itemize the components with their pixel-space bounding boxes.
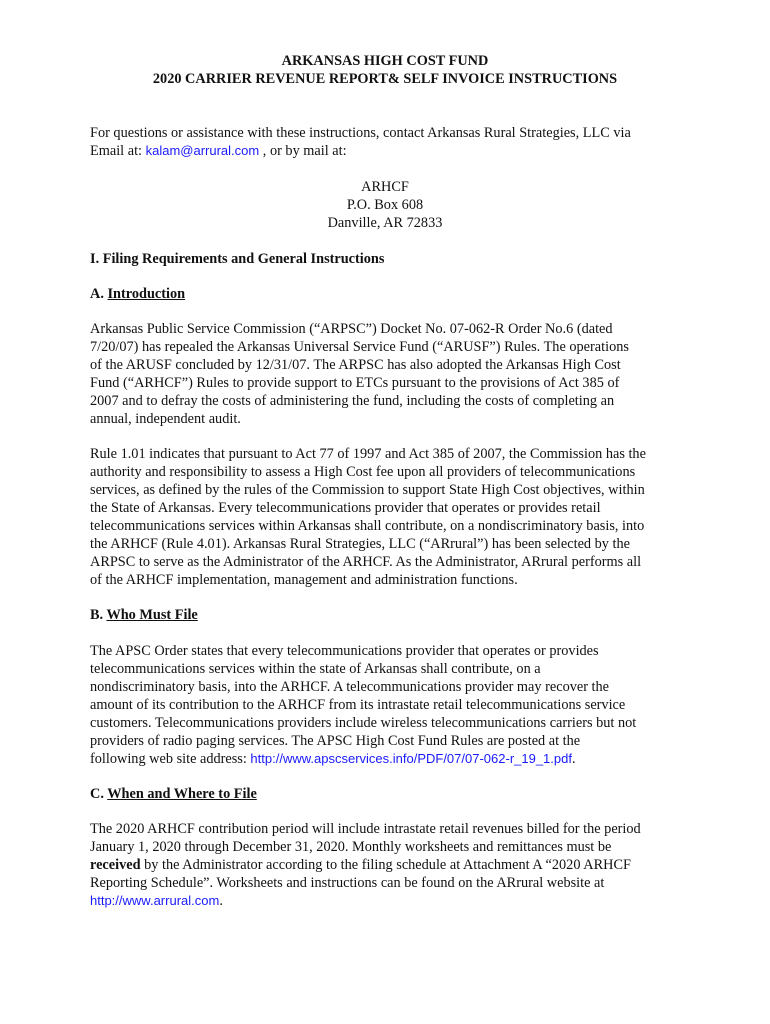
paragraph-line: annual, independent audit. <box>90 411 241 427</box>
paragraph-line: January 1, 2020 through December 31, 2020. Monthly worksheets and remittances must be <box>90 839 612 855</box>
rules-url-prefix: following web site address: <box>90 751 251 767</box>
link-suffix: . <box>219 893 223 909</box>
section-b-letter: B. <box>90 607 107 623</box>
section-a-heading <box>90 285 185 303</box>
paragraph-line: Reporting Schedule”. Worksheets and instructions can be found on the ARrural website at <box>90 875 605 891</box>
paragraph-line: authority and responsibility to assess a High Cost fee upon all providers of telecommunications <box>90 464 636 480</box>
section-b-title: Who Must File <box>106 607 198 623</box>
paragraph-line <box>90 750 690 768</box>
intro-paragraph-1 <box>90 320 690 428</box>
contact-line-2 <box>90 142 690 160</box>
address-line: P.O. Box 608 <box>346 197 424 213</box>
paragraph-line: providers of radio paging services. The APSC High Cost Fund Rules are posted at the <box>90 733 581 749</box>
paragraph-line: services, as defined by the rules of the Commission to support State High Cost objectives, within <box>90 482 645 498</box>
paragraph-line <box>90 892 690 910</box>
rules-url-suffix: . <box>571 751 576 767</box>
section-i-heading: I. Filing Requirements and General Instructions <box>90 251 385 267</box>
paragraph-line: amount of its contribution to the ARHCF from its intrastate retail telecommunications service <box>90 697 626 713</box>
paragraph-line <box>90 856 690 874</box>
paragraph-line: telecommunications services within Arkansas shall contribute, on a nondiscriminatory basis, into <box>90 518 645 534</box>
paragraph-line: The 2020 ARHCF contribution period will include intrastate retail revenues billed for the period <box>90 821 641 837</box>
contact-paragraph <box>90 124 690 160</box>
section-a-title: Introduction <box>107 286 186 302</box>
paragraph-text: by the Administrator according to the filing schedule at Attachment A “2020 ARHCF <box>140 857 631 873</box>
address-line: ARHCF <box>361 179 409 195</box>
section-c-heading <box>90 785 257 803</box>
received-emphasis: received <box>90 857 141 873</box>
paragraph-line: of the ARUSF concluded by 12/31/07. The ARPSC has also adopted the Arkansas High Cost <box>90 357 621 373</box>
apsc-rules-link[interactable]: http://www.apscservices.info/PDF/07/07-062-r_19_1.pdf <box>250 751 572 766</box>
paragraph-line: The APSC Order states that every telecommunications provider that operates or provides <box>90 643 599 659</box>
paragraph-line: nondiscriminatory basis, into the ARHCF. A telecommunications provider may recover the <box>90 679 610 695</box>
address-line: Danville, AR 72833 <box>327 215 443 231</box>
email-prefix: Email at: <box>90 143 146 159</box>
paragraph-line: the ARHCF (Rule 4.01). Arkansas Rural Strategies, LLC (“ARrural”) has been selected by the <box>90 536 630 552</box>
section-a-letter: A. <box>90 286 108 302</box>
contact-line-1: For questions or assistance with these instructions, contact Arkansas Rural Strategies, LLC via <box>90 125 631 141</box>
paragraph-line: Rule 1.01 indicates that pursuant to Act 77 of 1997 and Act 385 of 2007, the Commission has the <box>90 446 646 462</box>
paragraph-line: Fund (“ARHCF”) Rules to provide support to ETCs pursuant to the provisions of Act 385 of <box>90 375 620 391</box>
when-where-paragraph <box>90 820 690 910</box>
paragraph-line: Arkansas Public Service Commission (“ARPSC”) Docket No. 07-062-R Order No.6 (dated <box>90 321 613 337</box>
who-must-file-paragraph <box>90 642 690 768</box>
document-title-line-2: 2020 CARRIER REVENUE REPORT& SELF INVOICE INSTRUCTIONS <box>152 71 618 87</box>
intro-paragraph-2 <box>90 445 690 589</box>
email-link[interactable]: kalam@arrural.com <box>145 143 260 158</box>
paragraph-line: telecommunications services within the state of Arkansas shall contribute, on a <box>90 661 541 677</box>
section-b-heading <box>90 606 198 624</box>
arrural-website-link[interactable]: http://www.arrural.com <box>90 893 220 908</box>
paragraph-line: customers. Telecommunications providers include wireless telecommunications carriers but not <box>90 715 637 731</box>
paragraph-line: 2007 and to defray the costs of administering the fund, including the costs of completing an <box>90 393 615 409</box>
section-c-letter: C. <box>90 786 108 802</box>
email-suffix: , or by mail at: <box>259 143 347 159</box>
mail-address <box>0 178 770 232</box>
paragraph-line: of the ARHCF implementation, management and administration functions. <box>90 572 518 588</box>
paragraph-line: ARPSC to serve as the Administrator of the ARHCF. As the Administrator, ARrural performs all <box>90 554 642 570</box>
section-c-title: When and Where to File <box>107 786 257 802</box>
paragraph-line: the State of Arkansas. Every telecommunications provider that operates or provides retail <box>90 500 601 516</box>
document-title-line-1: ARKANSAS HIGH COST FUND <box>281 53 489 69</box>
paragraph-line: 7/20/07) has repealed the Arkansas Universal Service Fund (“ARUSF”) Rules. The operations <box>90 339 629 355</box>
